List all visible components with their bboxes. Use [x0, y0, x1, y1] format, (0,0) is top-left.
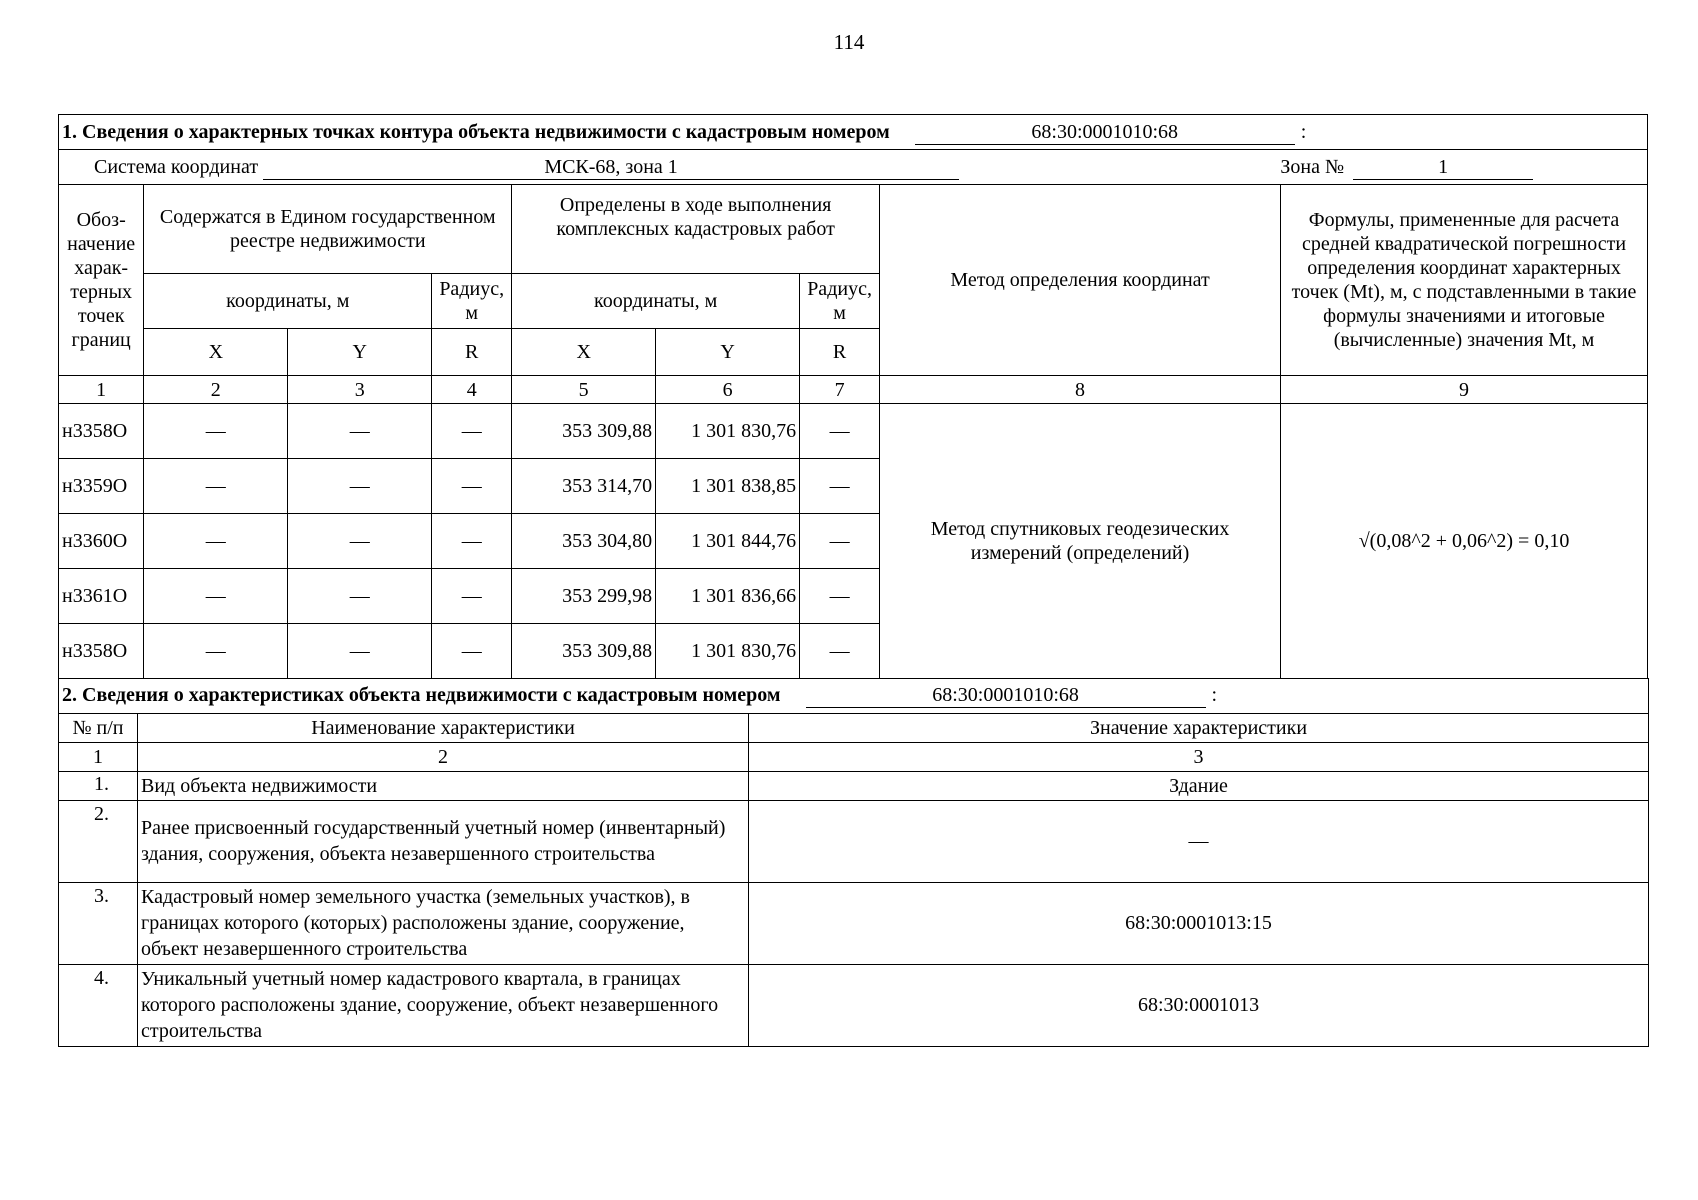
row-num: 2.	[59, 800, 138, 882]
section1-cadastral-number: 68:30:0001010:68	[915, 120, 1295, 145]
table-row	[59, 964, 1649, 1046]
header-det-coords: координаты, м	[512, 274, 800, 329]
header-value: Значение характеристики	[749, 713, 1649, 742]
egrn-r: —	[432, 624, 512, 679]
row-value: 68:30:0001013	[749, 964, 1649, 1046]
zone-value: 1	[1353, 155, 1533, 180]
coord-system-label: Система координат	[94, 155, 259, 178]
egrn-r: —	[432, 404, 512, 459]
col-number: 1	[59, 742, 138, 771]
header-formulas: Формулы, примененные для расчета средней квадратической погрешности определения координат характерных точек (Mt), м, с подставленными в такие формулы значениями и итоговые (вычисленные) значения Mt, м	[1281, 185, 1648, 376]
section2-colon: :	[1211, 684, 1218, 706]
coord-x: 353 299,98	[512, 569, 656, 624]
radius: —	[800, 514, 880, 569]
table-row	[59, 882, 1649, 964]
header-egrn-r: R	[432, 329, 512, 376]
row-num: 3.	[59, 882, 138, 964]
row-num: 1.	[59, 771, 138, 800]
header-egrn-x: X	[144, 329, 288, 376]
row-name: Вид объекта недвижимости	[138, 771, 749, 800]
egrn-x: —	[144, 624, 288, 679]
point-name: н3361О	[59, 569, 144, 624]
egrn-x: —	[144, 514, 288, 569]
radius: —	[800, 459, 880, 514]
section1-colon: :	[1300, 120, 1307, 143]
table-row	[59, 404, 1648, 459]
header-method: Метод определения координат	[880, 185, 1281, 376]
radius: —	[800, 404, 880, 459]
col-number: 7	[800, 376, 880, 404]
egrn-r: —	[432, 514, 512, 569]
section1-title: 1. Сведения о характерных точках контура объекта недвижимости с кадастровым номером	[62, 120, 890, 143]
col-number: 8	[880, 376, 1281, 404]
header-det-r: R	[800, 329, 880, 376]
col-number: 5	[512, 376, 656, 404]
point-name: н3360О	[59, 514, 144, 569]
point-name: н3358О	[59, 624, 144, 679]
section1-title-row	[59, 115, 1648, 150]
header-name: Наименование характеристики	[138, 713, 749, 742]
coord-x: 353 309,88	[512, 404, 656, 459]
col-number: 9	[1281, 376, 1648, 404]
col-number: 1	[59, 376, 144, 404]
column-number-row	[59, 376, 1648, 404]
row-value: Здание	[749, 771, 1649, 800]
col-number: 2	[138, 742, 749, 771]
method-value: Метод спутниковых геодезических измерений (определений)	[880, 404, 1281, 679]
coord-y: 1 301 844,76	[656, 514, 800, 569]
header-det-x: X	[512, 329, 656, 376]
header-det-y: Y	[656, 329, 800, 376]
row-name: Ранее присвоенный государственный учетный номер (инвентарный) здания, сооружения, объекта незавершенного строительства	[138, 800, 749, 882]
section1-table	[58, 114, 1648, 679]
header-egrn-y: Y	[288, 329, 432, 376]
egrn-x: —	[144, 459, 288, 514]
coord-y: 1 301 836,66	[656, 569, 800, 624]
header-det-radius: Радиус, м	[800, 274, 880, 329]
col-number: 6	[656, 376, 800, 404]
col-number: 4	[432, 376, 512, 404]
row-name: Кадастровый номер земельного участка (земельных участков), в границах которого (которых) расположены здание, сооружение, объект незавершенного строительства	[138, 882, 749, 964]
section2-table	[58, 678, 1649, 1047]
table-row	[59, 800, 1649, 882]
row-num: 4.	[59, 964, 138, 1046]
header-num: № п/п	[59, 713, 138, 742]
row-value: —	[749, 800, 1649, 882]
coord-y: 1 301 838,85	[656, 459, 800, 514]
col-number: 2	[144, 376, 288, 404]
egrn-y: —	[288, 569, 432, 624]
point-name: н3358О	[59, 404, 144, 459]
egrn-r: —	[432, 459, 512, 514]
formula-value: √(0,08^2 + 0,06^2) = 0,10	[1281, 404, 1648, 679]
coord-y: 1 301 830,76	[656, 404, 800, 459]
header-designation: Обоз-начение харак-терных точек границ	[59, 185, 144, 376]
coord-y: 1 301 830,76	[656, 624, 800, 679]
section2-title-row	[59, 678, 1649, 713]
header-egrn-coords: координаты, м	[144, 274, 432, 329]
coord-x: 353 309,88	[512, 624, 656, 679]
col-number: 3	[749, 742, 1649, 771]
coord-system-value: МСК-68, зона 1	[263, 155, 959, 180]
row-name: Уникальный учетный номер кадастрового квартала, в границах которого расположены здание, сооружение, объект незавершенного строительства	[138, 964, 749, 1046]
row-value: 68:30:0001013:15	[749, 882, 1649, 964]
egrn-y: —	[288, 459, 432, 514]
page-number: 114	[833, 30, 865, 54]
coord-x: 353 314,70	[512, 459, 656, 514]
section2-cadastral-number: 68:30:0001010:68	[806, 683, 1206, 708]
cadastral-form	[58, 114, 1648, 1047]
zone-label: Зона №	[1280, 155, 1345, 178]
radius: —	[800, 569, 880, 624]
egrn-x: —	[144, 404, 288, 459]
header-determined: Определены в ходе выполнения комплексных кадастровых работ	[512, 185, 880, 274]
egrn-y: —	[288, 404, 432, 459]
coord-x: 353 304,80	[512, 514, 656, 569]
egrn-x: —	[144, 569, 288, 624]
header-egrn-radius: Радиус, м	[432, 274, 512, 329]
column-number-row	[59, 742, 1649, 771]
point-name: н3359О	[59, 459, 144, 514]
egrn-r: —	[432, 569, 512, 624]
coord-system-row	[59, 150, 1648, 185]
header-egrn: Содержатся в Едином государственном реестре недвижимости	[144, 185, 512, 274]
table-row	[59, 771, 1649, 800]
section2-title: 2. Сведения о характеристиках объекта недвижимости с кадастровым номером	[62, 684, 781, 706]
radius: —	[800, 624, 880, 679]
egrn-y: —	[288, 624, 432, 679]
egrn-y: —	[288, 514, 432, 569]
col-number: 3	[288, 376, 432, 404]
